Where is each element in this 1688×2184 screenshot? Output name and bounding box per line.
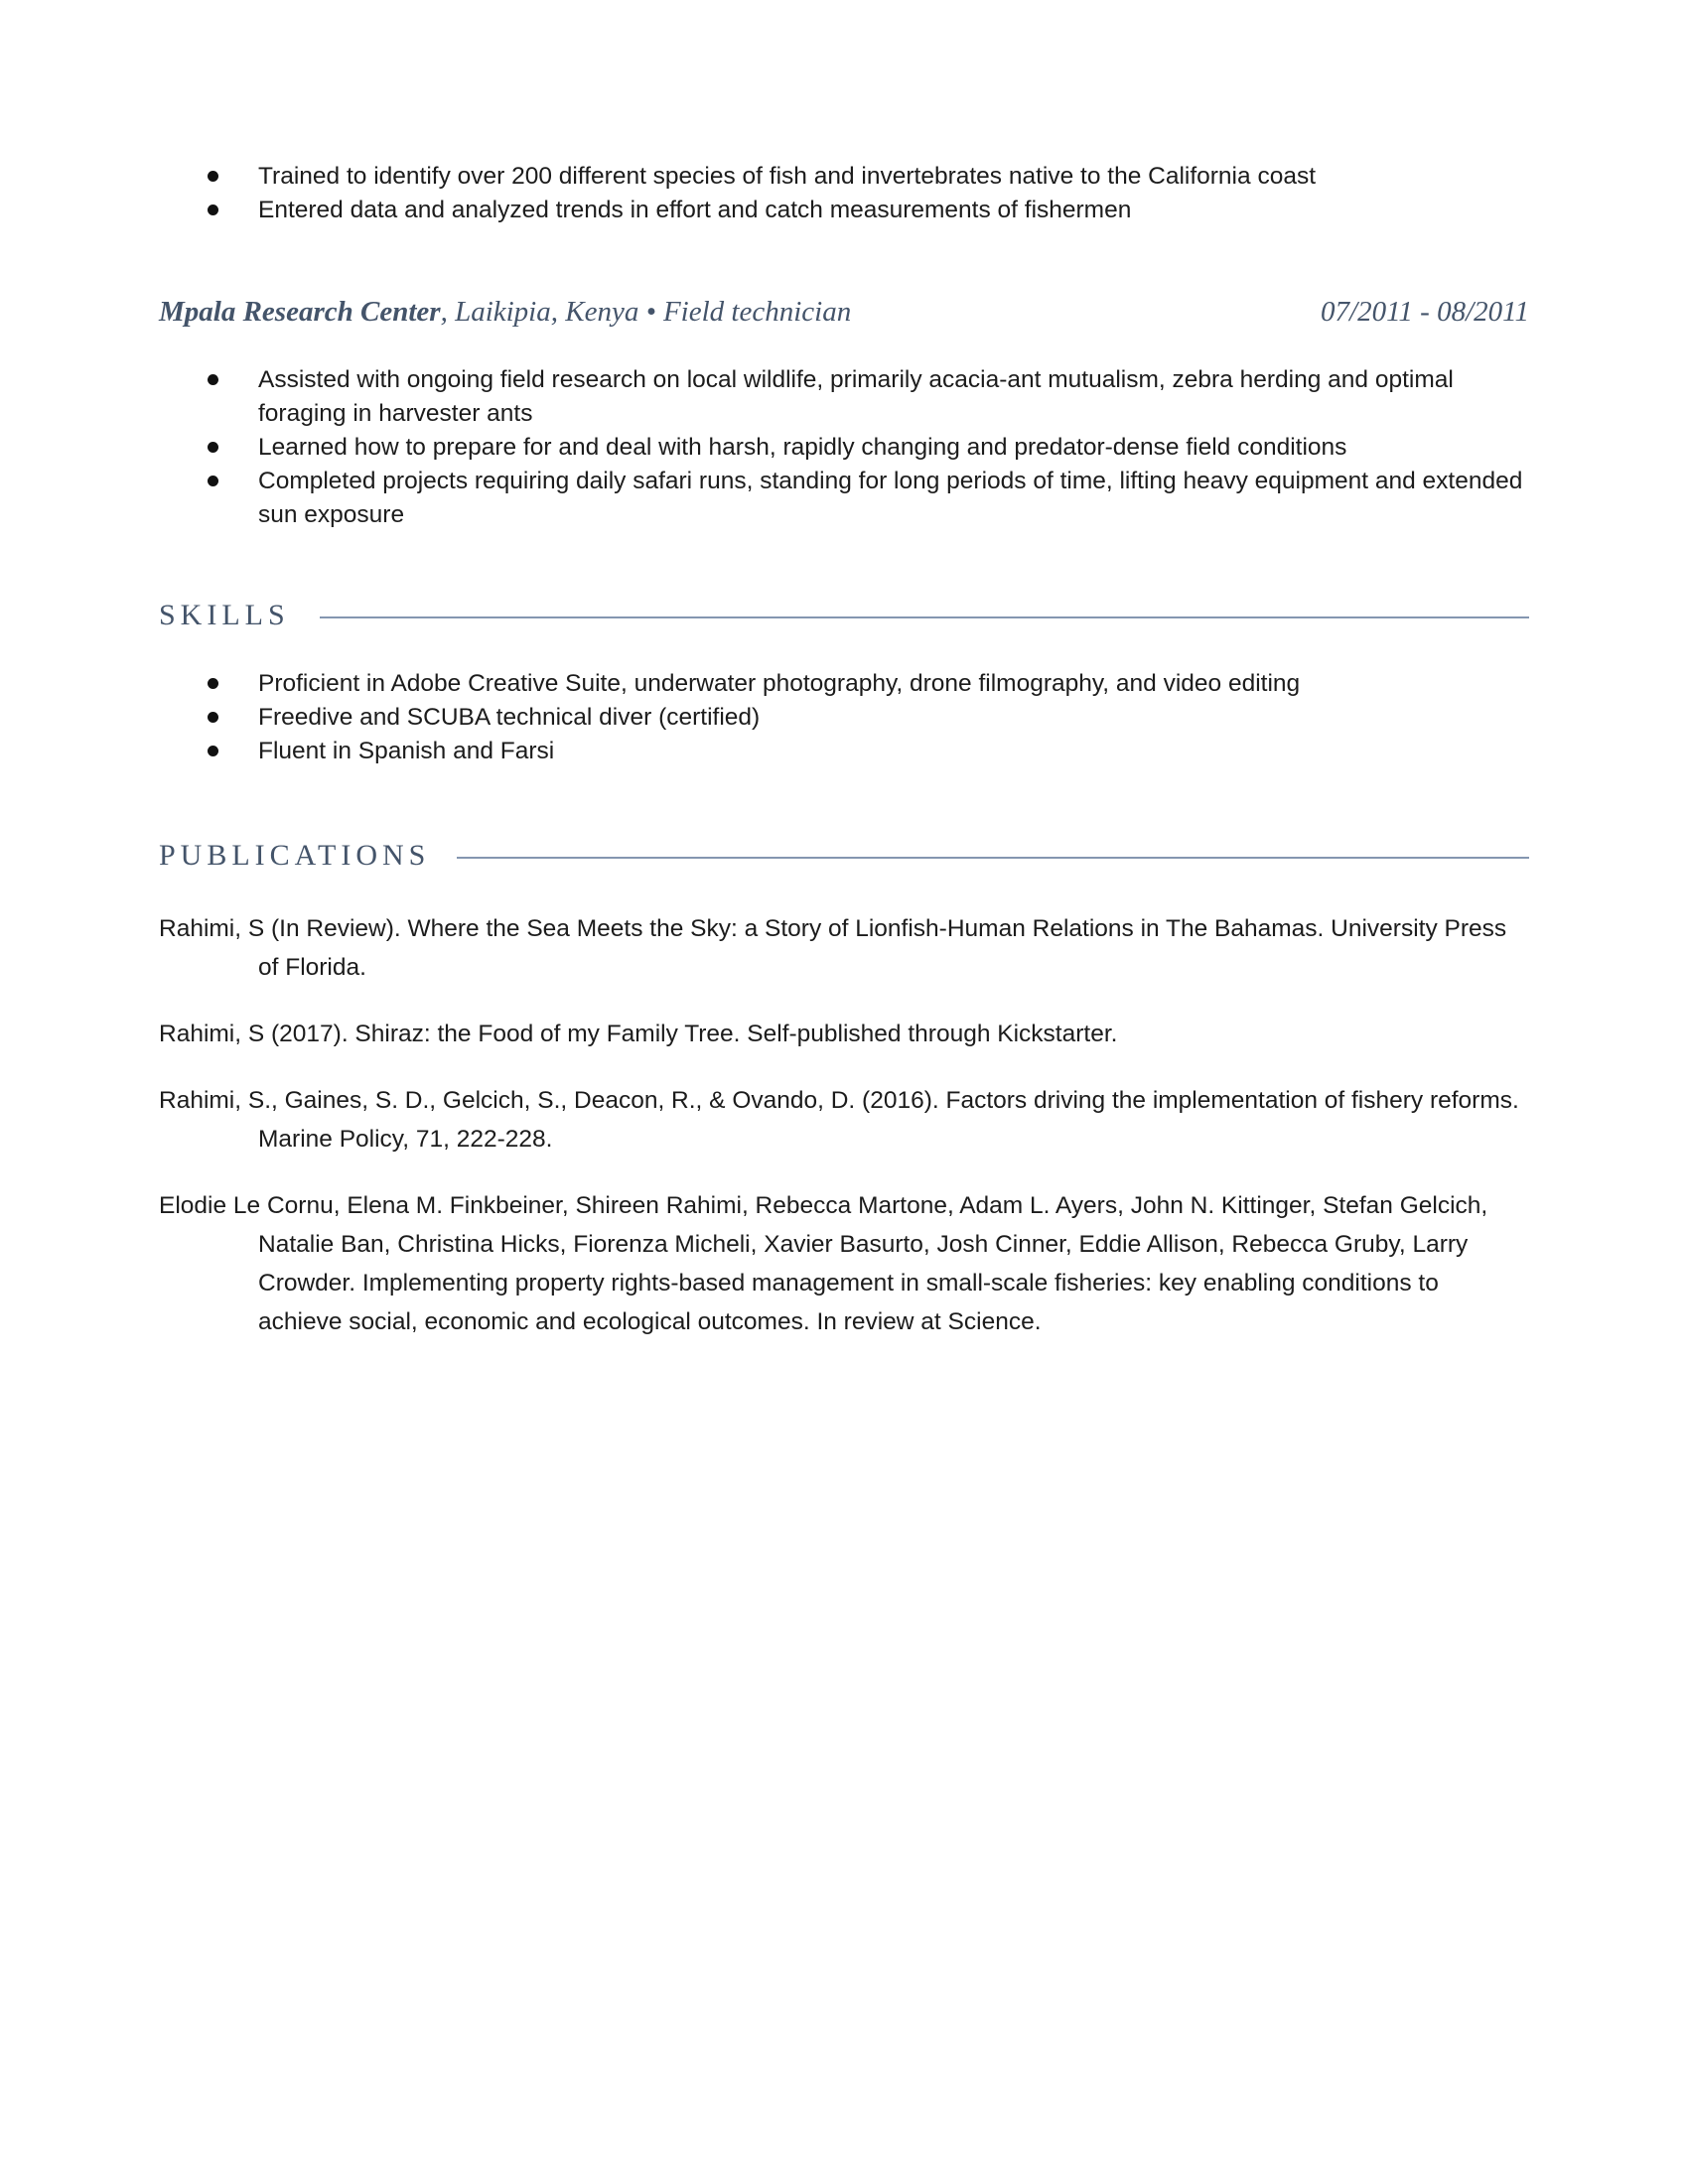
skills-heading: SKILLS: [159, 596, 312, 635]
bullet-item: [159, 465, 1529, 532]
bullet-item: [159, 667, 1529, 701]
publication-entry: Elodie Le Cornu, Elena M. Finkbeiner, Shireen Rahimi, Rebecca Martone, Adam L. Ayers, John N. Kittinger, Stefan Gelcich, Natalie Ban, Christina Hicks, Fiorenza Micheli, Xavier Basurto, Josh Cinner, Eddie Allison, Rebecca Gruby, Larry Crowder. Implementing property rights-based management in small-scale fisheries: key enabling conditions to achieve social, economic and ecological outcomes. In review at Science.: [159, 1192, 1488, 1335]
section-divider: [457, 857, 1529, 859]
publication-entry: Rahimi, S (In Review). Where the Sea Meets the Sky: a Story of Lionfish-Human Relations in The Bahamas. University Press of Florida.: [159, 915, 1507, 981]
job-location-title: , Laikipia, Kenya • Field technician: [440, 296, 852, 328]
skills-list: [159, 667, 1529, 768]
bullet-text: Freedive and SCUBA technical diver (certified): [258, 704, 761, 731]
publications-heading: PUBLICATIONS: [159, 836, 452, 876]
bullet-text: Fluent in Spanish and Farsi: [258, 738, 555, 764]
bullet-item: [159, 363, 1529, 431]
bullet-text: Completed projects requiring daily safari runs, standing for long periods of time, lifting heavy equipment and extended sun exposure: [258, 468, 1523, 528]
bullet-icon: [208, 442, 218, 453]
publications-list: [159, 909, 1529, 1369]
bullet-text: Trained to identify over 200 different species of fish and invertebrates native to the California coast: [258, 163, 1316, 190]
bullet-icon: [208, 171, 218, 182]
bullet-text: Assisted with ongoing field research on local wildlife, primarily acacia-ant mutualism, zebra herding and optimal foraging in harvester ants: [258, 366, 1454, 427]
bullet-text: Proficient in Adobe Creative Suite, underwater photography, drone filmography, and video editing: [258, 670, 1301, 697]
bullet-item: [159, 735, 1529, 768]
bullet-text: Learned how to prepare for and deal with harsh, rapidly changing and predator-dense field conditions: [258, 434, 1347, 461]
publication-entry: Rahimi, S., Gaines, S. D., Gelcich, S., Deacon, R., & Ovando, D. (2016). Factors driving the implementation of fishery reforms. Marine Policy, 71, 222-228.: [159, 1087, 1519, 1153]
skills-section-heading: [159, 596, 1529, 635]
job-bullets: [159, 363, 1529, 532]
previous-job-bullets: [159, 160, 1529, 227]
bullet-icon: [208, 205, 218, 215]
publication-entry: Rahimi, S (2017). Shiraz: the Food of my Family Tree. Self-published through Kickstarter.: [159, 1021, 1118, 1047]
bullet-item: [159, 194, 1529, 227]
bullet-icon: [208, 678, 218, 689]
bullet-item: [159, 701, 1529, 735]
publications-section-heading: [159, 836, 1529, 876]
bullet-text: Entered data and analyzed trends in effort and catch measurements of fishermen: [258, 197, 1132, 223]
job-organization: Mpala Research Center: [159, 296, 441, 328]
bullet-icon: [208, 476, 218, 486]
section-divider: [320, 616, 1529, 618]
bullet-icon: [208, 746, 218, 756]
bullet-icon: [208, 712, 218, 723]
bullet-item: [159, 160, 1529, 194]
job-dates: 07/2011 - 08/2011: [1321, 296, 1529, 328]
bullet-item: [159, 431, 1529, 465]
bullet-icon: [208, 374, 218, 385]
job-header: [159, 296, 1529, 336]
